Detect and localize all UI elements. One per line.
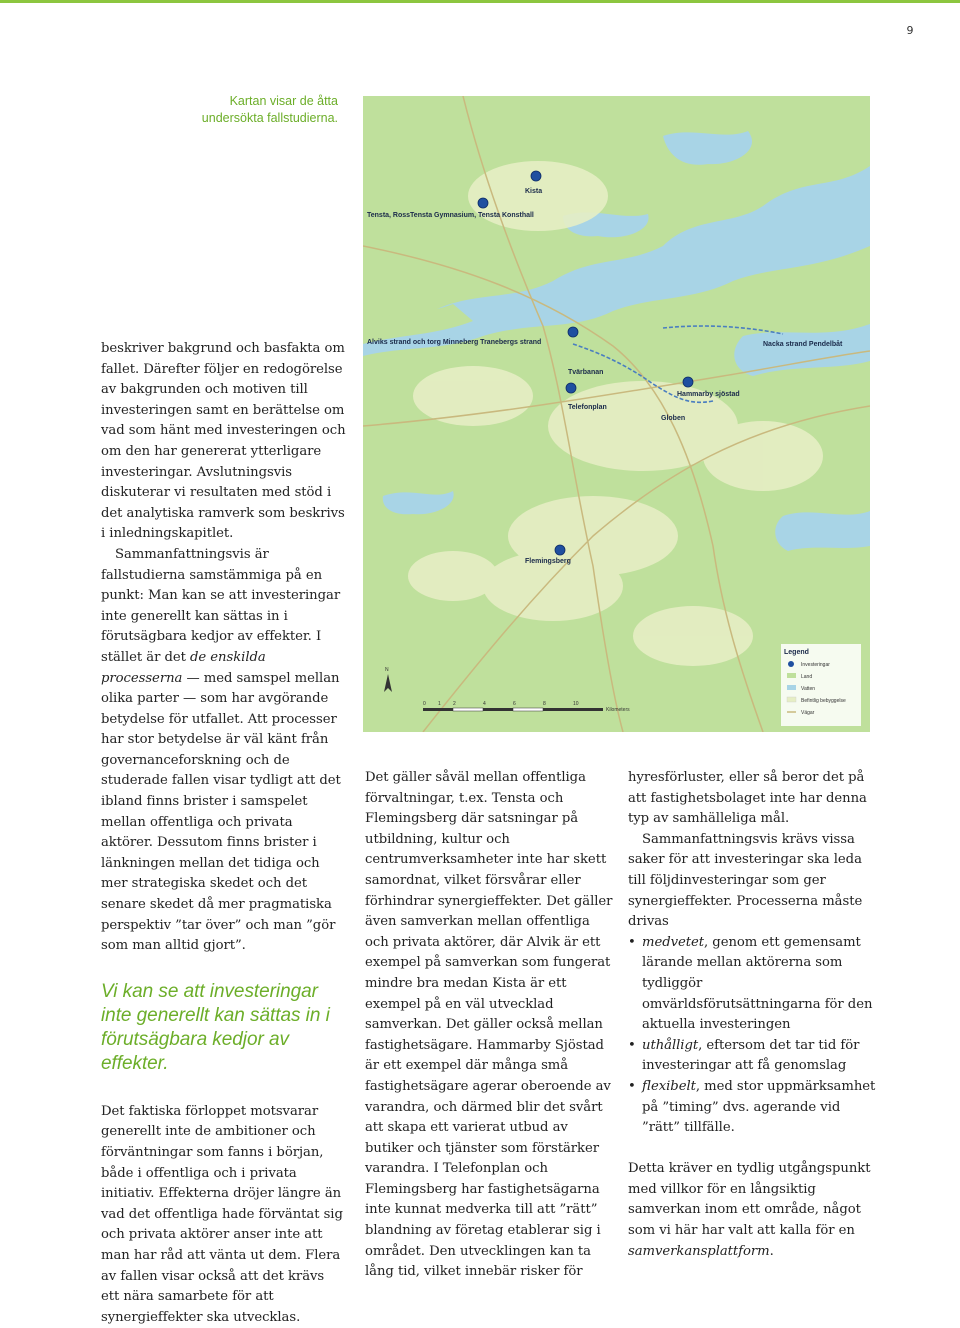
scale-tick-6: 6	[513, 701, 516, 707]
col1-paragraph-2	[101, 545, 346, 957]
label-kista: Kista	[525, 188, 543, 195]
legend-land: Land	[801, 674, 813, 680]
label-globen: Globen	[661, 415, 686, 422]
marker-flemingsberg	[555, 545, 565, 555]
label-tensta: Tensta, RossTensta Gymnasium, Tensta Konsthall	[367, 212, 534, 219]
map-legend	[781, 644, 861, 726]
col3-p3-emphasis: samverkansplattform	[628, 1243, 770, 1259]
caption-line-1: Kartan visar de åtta	[229, 94, 338, 108]
col1-p2-emphasis: de enskilda processerna	[101, 649, 266, 686]
marker-telefonplan	[566, 383, 576, 393]
col3-paragraph-2: Sammanfattningsvis krävs vissa saker för att investeringar ska leda till följdinvesteringar som ger synergieffekter. Processerna måste drivas	[628, 831, 863, 930]
marker-alviks-strand	[568, 327, 578, 337]
bullet-1-text: , genom ett gemensamt lärande mellan aktörerna som tydliggör omvärldsförutsättningarna för den aktuella investeringen	[642, 934, 873, 1033]
bullet-item-1	[628, 933, 878, 1036]
marker-hammarby-sjostad	[683, 377, 693, 387]
col1-paragraph-1: beskriver bakgrund och basfakta om fallet. Därefter följer en redogörelse av bakgrunden och motiven till investeringen samt en berättelse om vad som hänt med investeringen och om den har genererat ytterligare investeringar. Avslutningsvis diskuterar vi resultaten med stöd i det analytiska ramverk som beskrivs i inledningskapitlet.	[101, 341, 346, 542]
page-number: 9	[906, 24, 914, 37]
bullet-2-text: , eftersom det tar tid för investeringar att få genomslag	[642, 1037, 860, 1074]
scale-tick-1: 1	[438, 701, 441, 707]
text-column-3	[628, 768, 878, 1262]
label-hammarby: Hammarby sjöstad	[677, 391, 740, 398]
north-label: N	[385, 667, 389, 673]
scale-tick-8: 8	[543, 701, 546, 707]
label-tvarbanan: Tvärbanan	[568, 369, 604, 376]
scale-tick-2: 2	[453, 701, 456, 707]
label-alviks: Alviks strand och torg Minneberg Tranebergs strand	[367, 339, 542, 346]
marker-kista	[531, 171, 541, 181]
top-rule	[0, 0, 960, 3]
scale-tick-10: 10	[573, 701, 579, 707]
bullet-1-emphasis: medvetet	[642, 934, 705, 950]
col3-bullet-list	[628, 933, 878, 1139]
bullet-2-emphasis: uthålligt	[642, 1037, 699, 1053]
text-column-2	[365, 768, 617, 1283]
legend-vatten: Vatten	[801, 686, 816, 692]
legend-investeringar: Investeringar	[801, 662, 830, 668]
caption-line-2: undersökta fallstudierna.	[201, 111, 338, 125]
col1-paragraph-3: Det faktiska förloppet motsvarar generellt inte de ambitioner och förväntningar som fanns i början, både i offentliga och i privata initiativ. Effekterna dröjer längre än vad det offentliga hade förväntat sig och privata aktörer anser inte att man har råd att vänta ut dem. Flera av fallen visar också att det krävs ett nära samarbete för att synergieffekter ska utvecklas.	[101, 1103, 343, 1325]
legend-vagar: Vägar	[801, 710, 815, 716]
marker-tensta	[478, 198, 488, 208]
map-graphic	[363, 96, 870, 732]
bullet-item-3	[628, 1077, 878, 1139]
map-caption	[180, 93, 338, 127]
col3-paragraph-3	[628, 1159, 878, 1262]
scale-tick-0: 0	[423, 701, 426, 707]
bullet-3-emphasis: flexibelt	[642, 1078, 696, 1094]
label-nacka: Nacka strand Pendelbåt	[763, 341, 843, 348]
scale-tick-4: 4	[483, 701, 486, 707]
col3-p3-text-a: Detta kräver en tydlig utgångspunkt med villkor för en långsiktig samverkan inom ett område, något som vi här har valt att kalla för en	[628, 1161, 871, 1239]
col1-p2-text-a: Sammanfattningsvis är fallstudierna samstämmiga på en punkt: Man kan se att investeringar inte generellt kan sättas in i förutsägbara kedjor av effekter. I stället är det	[101, 546, 341, 665]
bullet-item-2	[628, 1036, 878, 1077]
col2-paragraph-1: Det gäller såväl mellan offentliga förvaltningar, t.ex. Tensta och Flemingsberg där satsningar på utbildning, kultur och centrumverksamheter inte har skett samordnat, vilket försvårar eller förhindrar synergieffekter. Det gäller även samverkan mellan offentliga och privata aktörer, där Alvik är ett exempel på samverkan som fungerat mindre bra medan Kista är ett exempel på en väl utvecklad samverkan. Det gäller också mellan fastighetsägare. Hammarby Sjöstad är ett exempel där många små fastighetsägare agerar oberoende av varandra, och därmed blir det svårt att skapa ett varierat utbud av butiker och tjänster som förstärker varandra. I Telefonplan och Flemingsberg har fastighetsägarna inte kunnat medverka till att ”rätt” blandning av företag etablerar sig i området. Den utvecklingen kan ta lång tid, vilket innebär risker för	[365, 770, 613, 1280]
label-telefonplan: Telefonplan	[568, 404, 607, 411]
legend-bebyggelse: Befintlig bebyggelse	[801, 698, 846, 704]
pull-quote: Vi kan se att investeringar inte generellt kan sättas in i förutsägbara kedjor av effekter.	[101, 980, 330, 1074]
legend-title: Legend	[784, 649, 809, 656]
col3-paragraph-1: hyresförluster, eller så beror det på att fastighetsbolaget inte har denna typ av samhälleliga mål.	[628, 770, 867, 827]
col3-p3-text-b: .	[769, 1243, 774, 1259]
bullet-3-text: , med stor uppmärksamhet på ”timing” dvs. agerande vid ”rätt” tillfälle.	[642, 1078, 876, 1136]
case-study-map	[363, 96, 870, 732]
col1-p2-text-b: — med samspel mellan olika parter — som har avgörande betydelse för utfallet. Att processer har stor betydelse är väl känt från governanceforskning och de studerade fallen visar tydligt att det ibland finns brister i samspelet mellan offentliga och privata aktörer. Dessutom finns brister i länkningen mellan det tidiga och mer strategiska skedet och det senare skedet då mer pragmatiska perspektiv ”tar över” och man ”gör som man alltid gjort”.	[101, 670, 341, 954]
scale-unit: Kilometers	[606, 707, 630, 713]
text-column-1	[101, 339, 346, 1328]
label-flemingsberg: Flemingsberg	[525, 558, 571, 565]
